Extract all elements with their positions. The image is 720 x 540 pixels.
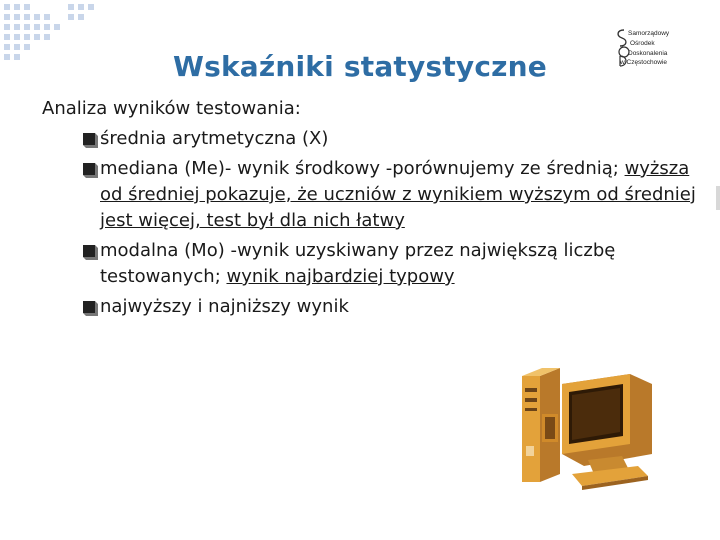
q-bullet-icon: [82, 128, 99, 150]
item-text-underlined: wynik najbardziej typowy: [226, 266, 455, 287]
logo-line-4: w Częstochowie: [620, 59, 667, 66]
q-bullet-icon: [82, 158, 99, 180]
intro-text: Analiza wyników testowania:: [42, 98, 301, 119]
list-item: [82, 238, 702, 290]
bullet-list: [42, 126, 702, 320]
slide-content: [42, 96, 702, 320]
list-item: [82, 126, 702, 152]
item-text-underlined: wyższa od średniej pokazuje, że uczniów z wynikiem wyższym od średniej jest więcej, test był dla nich łatwy: [100, 158, 696, 231]
item-text-lead: modalna (Mo) -wynik uzyskiwany przez największą liczbę testowanych;: [100, 240, 616, 287]
logo-line-1: Samorządowy: [628, 30, 670, 37]
list-item: [82, 156, 702, 234]
item-text-lead: mediana (Me)- wynik środkowy -porównujemy ze średnią;: [100, 158, 625, 179]
q-bullet-icon: [82, 240, 99, 262]
item-text: średnia arytmetyczna (X): [100, 128, 329, 149]
desktop-computer-icon: [512, 362, 654, 498]
slide-title: Wskaźniki statystyczne: [173, 50, 547, 83]
logo-line-3: Doskonalenia: [628, 50, 668, 57]
logo-line-2: Ośrodek: [630, 40, 655, 47]
list-item: [82, 294, 702, 320]
q-bullet-icon: [82, 296, 99, 318]
institution-logo: [614, 28, 688, 68]
scrollbar-thumb[interactable]: [716, 186, 720, 210]
item-text: najwyższy i najniższy wynik: [100, 296, 349, 317]
